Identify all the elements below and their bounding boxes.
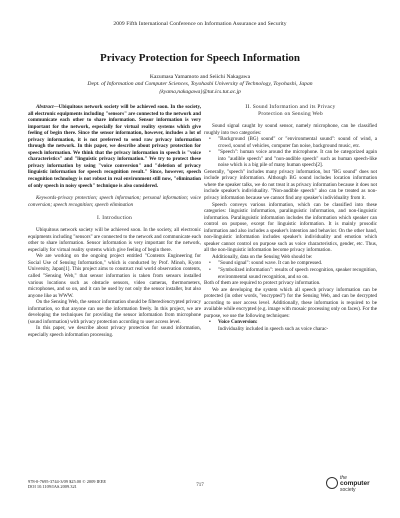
right-column	[204, 104, 377, 333]
section2-paragraph-1: Sound signal caught by sound sensor, namely microphone, can be classified roughly into two categories:	[204, 123, 377, 136]
logo-ring-icon	[326, 477, 338, 489]
intro-paragraph-4: In this paper, we describe about privacy protection for sound information, especially speech information processing.	[28, 325, 201, 338]
author-affiliation: Dept. of Information and Computer Sciences, Toyohashi University of Technology, Toyohashi, Japan	[87, 81, 313, 88]
abstract-label: Abstract	[36, 104, 54, 110]
keywords-text: -privacy protection; speech information; personal information; voice conversion; speech recognition; speech elimination	[28, 195, 201, 208]
intro-paragraph-2: We are working on the ongoing project entitled "Contents Engineering for Social Use of Sensing Information," which is conducted by Prof. Minoh, Kyoto University, Japan[1]. This project aims to construct real world observation contents, called "Sensing Web," that sensor information is taken from sensors installed various locations such as obstacle sensors, video cameras, thermometers, microphones, and so on, and it can be used by not only the sensor installer, but also anyone like as WWW.	[28, 253, 201, 299]
author-names: Kazumasa Yamamoto and Seiichi Nakagawa	[149, 74, 251, 80]
footer-isbn: 978-0-7695-3744-3/09 $25.00 © 2009 IEEE	[28, 479, 107, 484]
logo-text-the: the	[340, 475, 347, 481]
section2-paragraph-3: Speech conveys various information, which can be classified into these categories: linguistic information, paralinguistic information, and non-linguistic information. Paralinguistic information includes the information which speaker can control on purpose, except for linguistic information. It is mainly prosodic information and also includes a speaker's intention and behavior. On the other hand, non-linguistic information includes speaker's individuality and emotion which speaker cannot control on purpose such as voice characteristics, gender, etc. Thus, all the non-linguistic information become privacy information.	[204, 201, 377, 254]
list-item: • "Symbolized information": results of speech recognition, speaker recognition, environmental sound recognition, and so on.	[216, 267, 377, 280]
keywords	[28, 195, 201, 208]
logo-text-computer: computer	[340, 480, 370, 487]
list-item: • "Sound signal": sound wave. It can be compressed.	[216, 260, 377, 267]
data-types-list	[204, 260, 377, 280]
author-block	[0, 74, 400, 96]
list-item: • "Background (BG) sound" or "environmental sound": sound of wind, a crowd, sound of vehicles, computer fan noise, background music, etc.	[216, 136, 377, 149]
conference-header: 2009 Fifth International Conference on Information Assurance and Security	[113, 21, 287, 27]
keywords-label: Keywords	[36, 195, 57, 202]
section2-paragraph-6: We are developing the system which all speech privacy information can be protected (in other words, "encrypted") for the Sensing Web, and can be decrypted according to user access level. Additionally, these information is required to be available while encrypted (e.g. image with mosaic processing only on faces). For the purpose, we use the following techniques:	[204, 286, 377, 319]
logo-text-society: society	[340, 487, 356, 493]
section2-paragraph-2: Generally, "speech" includes many privacy information, but "BG sound" does not include privacy information. Although BG sound includes location information where the speaker talks, we do not treat it as privacy information because it does not include speaker's individuality. "Non-audible speech" also can be treated as non-privacy information because we cannot find any speaker's individuality from it.	[204, 168, 377, 202]
section-heading-sound-information	[204, 104, 377, 118]
page-number: 717	[196, 483, 204, 488]
sound-categories-list	[204, 136, 377, 169]
list-item-continuation: Individuality included in speech such as voice charac-	[218, 325, 329, 332]
list-item: • Voice Conversion:	[216, 319, 377, 326]
section-heading-introduction: I. Introduction	[96, 215, 133, 222]
left-column	[28, 104, 201, 339]
section-heading-line-1: II. Sound Information and its Privacy	[245, 104, 336, 110]
author-email: {kyama,nakagawa}@tut.ics.tut.ac.jp	[159, 88, 241, 95]
intro-paragraph-3: On the Sensing Web, the sensor information should be filtered/encrypted privacy information, so that anyone can use the information freely. In this project, we are developing the techniques for providing the sensor information from microphone (sound information) with privacy protection according to user access level.	[28, 299, 201, 325]
intro-paragraph-1: Ubiquitous network society will be achieved soon. In the society, all electronic equipments including "sensors" are connected to the network and communicate each other to share information. Sensor information is very important for the network, especially for virtual reality systems which give feeling of begin there.	[28, 227, 201, 253]
list-item: • "Speech": human voice around the microphone. It can be categorized again into "audible speech" and "non-audible speech" such as human speech-like noise which is a big pile of many human speech[2].	[216, 149, 377, 169]
footer-doi: DOI 10.1109/IAS.2009.321	[28, 484, 77, 490]
computer-society-logo	[326, 474, 372, 494]
abstract	[28, 104, 201, 189]
section2-paragraph-5: Both of them are required to protect privacy information.	[204, 280, 321, 287]
section-heading-line-2: Protection on Sensing Web	[258, 111, 323, 117]
paper-title: Privacy Protection for Speech Information	[100, 52, 300, 64]
section2-paragraph-4: Additionally, data on the Sensing Web should be:	[212, 253, 313, 260]
techniques-list	[204, 319, 377, 332]
abstract-text: —Ubiquitous network society will be achieved soon. In the society, all electronic equipments including "sensors" are connected to the network and communicate each other to share information. Sensor information is very important for the network, especially for virtual reality systems which give feeling of begin there. Since the sensor information, however, includes a lot of privacy information, it is not preferred to send raw privacy information through the network. In this paper, we describe about privacy protection for speech information. We think that the privacy information in speech is "voice characteristics" and "linguistic privacy information." We try to protect these privacy information by using "voice conversion" and "deletion of privacy linguistic information for speech recognition result." Since, however, speech recognition technology is not robust in real environment still now, "elimination of only speech in noisy speech" technique is also considered.	[28, 104, 201, 189]
